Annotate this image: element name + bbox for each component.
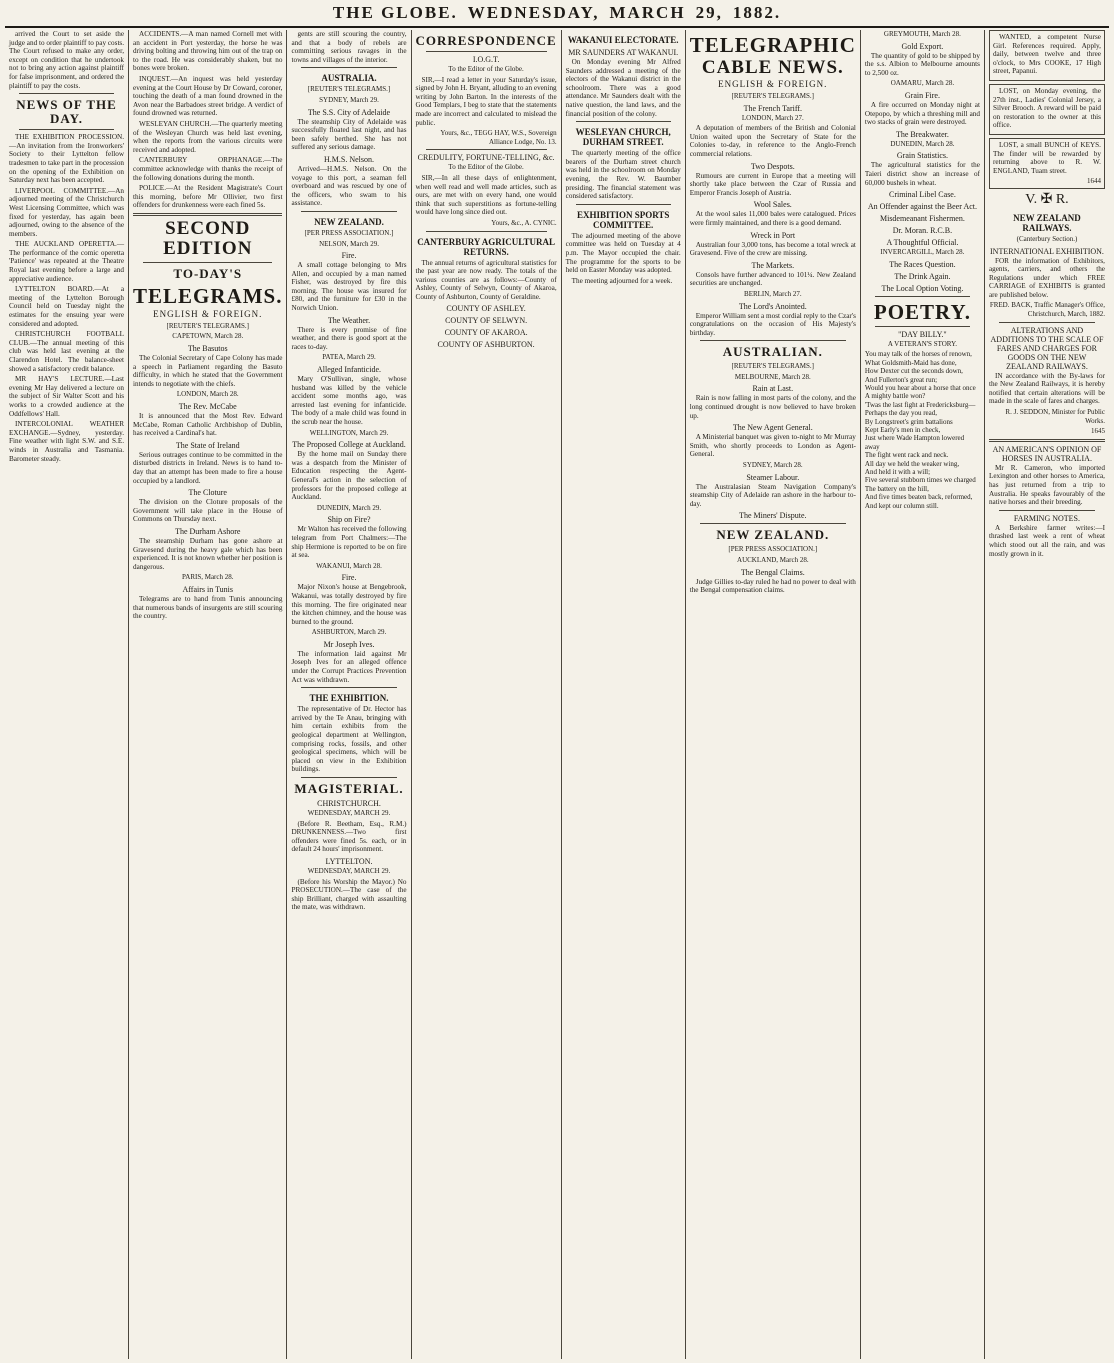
notice-text: IN accordance with the By-laws for the New Zealand Railways, it is hereby notified that certain alterations will be made in the scale of fares and charges. (988, 371, 1105, 406)
notice-signature: R. J. SEDDON, Minister for Public Works. (1005, 408, 1105, 425)
dateline: DUNEDIN, March 28. (890, 139, 955, 148)
column-6 (686, 30, 861, 1359)
poetry-heading: POETRY. (873, 299, 971, 324)
county-heading: COUNTY OF ASHLEY. (446, 304, 526, 314)
poem-line: And Fullerton's great run; (864, 375, 938, 384)
subhead: The State of Ireland (175, 440, 240, 450)
dateline: LONDON, March 27. (741, 113, 804, 122)
divider (999, 322, 1095, 323)
subhead: The Rev. McCabe (178, 402, 237, 412)
wesleyan-heading: WESLEYAN CHURCH, DURHAM STREET. (575, 127, 671, 148)
news-paragraph: LYTTELTON BOARD.—At a meeting of the Lyttelton Borough Council held on Tuesday night the estimates for the ensuing year were considered and adopted. (9, 285, 125, 328)
notice-text: FOR the information of Exhibitors, agents, carriers, and others the Regulations under which FREE CARRIAGE of EXHIBITS is granted are published below. (988, 256, 1105, 299)
railways-subheading: (Canterbury Section.) (1016, 234, 1078, 243)
dateline: WELLINGTON, March 29. (309, 428, 389, 437)
subhead: Wool Sales. (753, 200, 792, 210)
telegram-text: Telegrams are to hand from Tunis announcing that numerous bands of insurgents are still scouring the country. (133, 594, 283, 621)
exhibition-heading: THE EXHIBITION. (309, 693, 389, 704)
divider (576, 204, 671, 205)
source-note: [PER PRESS ASSOCIATION.] (728, 545, 818, 554)
dateline: MELBOURNE, March 28. (734, 372, 811, 381)
subhead: An Offender against the Beer Act. (867, 202, 977, 212)
column-2 (129, 30, 287, 1359)
subhead: Mr Joseph Ives. (323, 639, 375, 649)
divider (426, 149, 547, 150)
divider (426, 231, 547, 232)
article-text: Mr R. Cameron, who imported Lexington and other horses to America, has just returned from a trip to Australia. He speaks favourably of the native horses and their breeding. (988, 463, 1105, 507)
poem-line: And five times beaten back, reformed, (864, 493, 973, 502)
subhead: Fire. (341, 251, 357, 261)
court-place: CHRISTCHURCH. (317, 799, 381, 808)
subhead: The Drink Again. (894, 271, 951, 281)
subhead: The Weather. (327, 315, 371, 325)
subhead: Affairs in Tunis (182, 584, 234, 594)
court-date: WEDNESDAY, MARCH 29. (307, 809, 391, 817)
subhead: The Markets. (751, 260, 795, 270)
telegram-text: Rumours are current in Europe that a meeting will shortly take place between the Czar of Russia and Emperor Francis Joseph of Austria. (689, 171, 856, 197)
letter-signature: Yours, &c., A. CYNIC. (491, 218, 557, 227)
source-note: [REUTER'S TELEGRAMS.] (731, 362, 815, 371)
subhead: A Thoughtful Official. (886, 238, 959, 248)
divider (133, 213, 282, 216)
subhead: The S.S. City of Adelaide (307, 107, 391, 117)
divider (301, 687, 396, 688)
divider (301, 211, 396, 212)
telegram-text: Australian four 3,000 tons, has become a total wreck at Gravesend. Five of the crew are missing. (689, 240, 856, 258)
sports-committee-heading: EXHIBITION SPORTS COMMITTEE. (576, 209, 670, 230)
column-4 (412, 30, 562, 1359)
divider (700, 523, 846, 524)
subhead: Grain Fire. (904, 90, 940, 100)
news-paragraph: CANTERBURY ORPHANAGE.—The committee acknowledge with thanks the receipt of the following donations during the month. (133, 156, 283, 182)
classified-ad (989, 84, 1105, 135)
news-paragraph: WESLEYAN CHURCH.—The quarterly meeting of the Wesleyan Church was held last evening, when the reports from the various circuits were received and adopted. (133, 119, 283, 154)
divider (875, 326, 970, 327)
column-5 (562, 30, 686, 1359)
subhead: H.M.S. Nelson. (324, 154, 375, 164)
source-note: [REUTER'S TELEGRAMS.] (166, 321, 249, 330)
news-paragraph: THE AUCKLAND OPERETTA.—The performance of the comic operetta 'Patience' was repeated at the Theatre Royal last evening before a large and appreciative audience. (9, 240, 125, 283)
news-paragraph: POLICE.—At the Resident Magistrate's Court this morning, before Mr Ollivier, two first offenders for drunkenness were each fined 5s. (133, 184, 283, 210)
divider (426, 51, 547, 52)
subhead: Misdemeanant Fishermen. (879, 214, 965, 224)
subhead: The New Agent General. (732, 423, 813, 433)
subhead: The Miners' Dispute. (739, 511, 807, 521)
subhead: The Lord's Anointed. (738, 301, 807, 311)
article-text: The annual returns of agricultural statistics for the past year are now ready. The totals of the various counties are as follows:—County of Ashley, County of Selwyn, County of Akaroa, County of Ashburton, County of Geraldine. (415, 258, 557, 301)
telegram-text: The steamship Durham has gone ashore at Gravesend during the heavy gale which has been experienced. It is not known whether her position is dangerous. (133, 536, 283, 571)
farming-notes-heading: FARMING NOTES. (1013, 513, 1080, 523)
english-foreign-subheading: ENGLISH & FOREIGN. (153, 308, 263, 319)
poem-line: All day we held the weaker wing, (864, 459, 960, 468)
poem-line: Would you hear about a horse that once (864, 383, 976, 392)
columns (5, 30, 1109, 1359)
letter-text: SIR,—In all these days of enlightenment, when well read and well made articles, such as ours, are met with on every hand, one would think that such superstitions as fortune-telling would have long since died out. (415, 173, 557, 217)
divider (143, 262, 272, 263)
letter-salutation: To the Editor of the Globe. (448, 163, 524, 172)
telegram-text: Consols have further advanced to 101¼. New Zealand securities are unchanged. (689, 270, 856, 288)
new-zealand-heading: NEW ZEALAND. (716, 527, 830, 543)
telegram-text: Major Nixon's house at Bengebrook, Wakanui, was totally destroyed by fire this morning. The fire originated near the kitchen chimney, and the house was burned to the ground. (291, 583, 407, 626)
telegram-text: Mary O'Sullivan, single, whose husband was killed by the vehicle accident some months ago, was arrested last evening for infanticide. The body of a male child was found in the scrub near the house. (291, 375, 407, 426)
news-paragraph: ACCIDENTS.—A man named Cornell met with an accident in Port yesterday, the horse he was driving bolting and throwing him out of the trap on to the road. He was considerably shaken, but no bones were broken. (133, 30, 283, 73)
correspondence-heading: CORRESPONDENCE (415, 33, 557, 48)
ad-reference: 1645 (1090, 427, 1105, 436)
dateline: AUCKLAND, March 28. (737, 556, 809, 564)
poem-line: What Goldsmith-Maid has done, (864, 358, 957, 367)
poem-line: The fight went rack and neck. (864, 451, 949, 460)
subhead: Gold Export. (901, 41, 944, 51)
letter-signature: Yours, &c., TEGG HAY, W.S., Sovereign Alliance Lodge, No. 13. (440, 129, 557, 146)
news-paragraph: INTERCOLONIAL WEATHER EXCHANGE.—Sydney, yesterday. Fine weather with light S.W. and S.E. winds in Australia and Tasmania. Barometer steady. (9, 420, 125, 463)
column-8 (985, 30, 1109, 1359)
poem-line: Just where Wade Hampton lowered away (864, 434, 965, 451)
news-paragraph: INQUEST.—An inquest was held yesterday evening at the Court House by Dr Coward, coroner, touching the death of a man found drowned in the Avon near the Barbadoes street bridge. A verdict of found drowned was returned. (133, 74, 283, 118)
article-heading: AN AMERICAN'S OPINION OF HORSES IN AUSTRALIA. (992, 444, 1102, 463)
telegram-text: It is announced that the Most Rev. Edward McCabe, Roman Catholic Archbishop of Dublin, has received a Cardinal's hat. (133, 412, 283, 438)
telegram-text: A small cottage belonging to Mrs Allen, and occupied by a man named Fisher, was destroyed by fire this morning. The house was insured for £80, and the furniture for £30 in the Norwich Union. (291, 261, 407, 313)
news-of-the-day-heading: NEWS OF THE DAY. (16, 97, 117, 127)
divider (301, 67, 396, 68)
dateline: INVERCARGILL, March 28. (880, 248, 965, 257)
divider (301, 777, 396, 778)
news-paragraph: MR HAY'S LECTURE.—Last evening Mr Hay delivered a lecture on the subject of Sir Walter Scott and his works to a crowded audience at the Oddfellows' Hall. (9, 375, 125, 418)
news-paragraph: CHRISTCHURCH FOOTBALL CLUB.—The annual meeting of this club was held last evening at the Clarendon Hotel. The balance-sheet showed a satisfactory credit balance. (9, 330, 125, 373)
poem-line: 'Twas the last fight at Fredericksburg— (864, 400, 976, 409)
railways-heading: NEW ZEALAND RAILWAYS. (1013, 212, 1081, 233)
subhead: Two Despots. (750, 161, 795, 171)
dateline: PARIS, March 28. (182, 573, 234, 582)
article-text: (Before R. Beetham, Esq., R.M.) DRUNKENNESS.—Two first offenders were fined 5s. each, or in default 24 hours' imprisonment. (291, 819, 407, 854)
subhead: Criminal Libel Case. (888, 190, 956, 200)
poem-line: A mighty battle won? (864, 392, 926, 401)
subhead: The Proposed College at Auckland. (292, 440, 406, 450)
classified-ad (989, 138, 1105, 189)
telegram-text: Judge Gillies to-day ruled he had no power to deal with the Bengal compensation claims. (689, 577, 856, 595)
agricultural-returns-heading: CANTERBURY AGRICULTURAL RETURNS. (417, 236, 555, 257)
telegram-text: There is every promise of fine weather, and there is good sport at the races to-day. (291, 325, 407, 351)
divider (576, 121, 671, 122)
issue-year: 1882. (732, 3, 782, 22)
telegram-text: A fire occurred on Monday night at Otepopo, by which a threshing mill and two stacks of grain were destroyed. (864, 100, 980, 127)
source-note: [PER PRESS ASSOCIATION.] (304, 228, 394, 237)
subhead: Dr. Moran. R.C.B. (892, 226, 953, 236)
telegram-text: Arrived—H.M.S. Nelson. On the voyage to this port, a seaman fell overboard and was rescued by one of the officers, who swam to his assistance. (291, 164, 407, 208)
poem-line: The battery on the hill, (864, 484, 929, 493)
newspaper-title: THE GLOBE. (332, 3, 458, 22)
news-paragraph: LIVERPOOL COMMITTEE.—An adjourned meeting of the Christchurch West Licensing Committee, which was fixed for yesterday, has again been adjourned, owing to the absence of the members. (9, 186, 125, 238)
subhead: Grain Statistics. (896, 151, 948, 161)
dateline: BERLIN, March 27. (744, 289, 802, 298)
dateline: NELSON, March 29. (319, 239, 379, 248)
telegram-text: The agricultural statistics for the Taieri district show an increase of 60,000 bushels in wheat. (864, 161, 980, 187)
dateline: CAPETOWN, March 28. (172, 332, 244, 341)
exhibition-notice-heading: INTERNATIONAL EXHIBITION. (990, 246, 1104, 256)
letter-heading: CREDULITY, FORTUNE-TELLING, &c. (417, 153, 555, 163)
article-text: The quarterly meeting of the office bearers of the Durham street church was held in the schoolroom on Monday evening, the Rev. W. Baumber presiding. The financial statement was considered satisfactory. (565, 149, 681, 201)
poem-title: "DAY BILLY." (898, 329, 947, 339)
poem-line: And held it with a will; (864, 468, 931, 476)
dateline: SYDNEY, March 28. (742, 461, 803, 470)
county-heading: COUNTY OF SELWYN. (445, 316, 528, 326)
ad-text: WANTED, a competent Nurse Girl. References required. Apply, daily, between twelve and three o'clock, to Mrs COOKE, 17 High street, Papanui. (992, 33, 1101, 76)
telegram-text: The Colonial Secretary of Cape Colony has made a speech in Parliament regarding the Basuto difficulty, in which he stated that the Government intends to negotiate with the chiefs. (133, 354, 283, 388)
column-1 (5, 30, 129, 1359)
dateline: LONDON, March 28. (176, 390, 239, 399)
magisterial-heading: MAGISTERIAL. (294, 781, 404, 796)
poem-line: By Longstreet's grim battalions (864, 417, 953, 426)
notice-signature: FRED. BACK, Traffic Manager's Office, Christchurch, March, 1882. (989, 301, 1105, 319)
poem-line: Perhaps the day you read, (864, 409, 938, 418)
article-text: (Before his Worship the Mayor.) No PROSECUTION.—The case of the ship Brilliant, charged with assaulting the mate, was withdrawn. (291, 877, 407, 912)
classified-ad (989, 30, 1105, 81)
poem-line: Five several stubborn times we charged (864, 476, 976, 485)
source-note: [REUTER'S TELEGRAMS.] (307, 85, 391, 94)
divider (19, 129, 114, 130)
telegram-text: The Australasian Steam Navigation Company's steamship City of Adelaide ran ashore in the harbour to-day. (689, 482, 856, 508)
telegram-text: Rain is now falling in most parts of the colony, and the long continued drought is now believed to have broken up. (689, 394, 856, 420)
todays-heading: TO-DAY'S (173, 265, 243, 281)
subhead: The Local Option Voting. (881, 283, 964, 293)
poem-line: How Dexter cut the seconds down, (864, 367, 963, 376)
dateline: DUNEDIN, March 29. (316, 503, 382, 512)
subhead: Fire. (341, 573, 357, 583)
subhead: The Basutos (187, 344, 228, 354)
letter-salutation: To the Editor of the Globe. (448, 65, 524, 73)
masthead (5, 0, 1109, 28)
divider (989, 439, 1105, 442)
divider (19, 93, 114, 94)
cable-news-heading: CABLE NEWS. (701, 57, 844, 78)
subhead: The Cloture (188, 488, 227, 498)
telegram-text: By the home mail on Sunday there was a despatch from the Minister of Education respecting the Agent-General's action in the selection of professors for the proposed college at Auckland. (291, 450, 407, 502)
telegram-text: The quantity of gold to be shipped by the s.s. Albion to Melbourne amounts to 2,500 oz. (864, 51, 980, 77)
subhead: Wreck in Port (750, 230, 796, 240)
telegram-text: A deputation of members of the British and Colonial Union waited upon the Secretary of State for the Colonies to-day, in reference to the Anglo-French commercial relations. (689, 124, 856, 158)
source-note: [REUTER'S TELEGRAMS.] (731, 92, 815, 100)
article-text: A Berkshire farmer writes:—I thrashed last week a rent of wheat which stood out all the rain, and was mostly grown in it. (988, 523, 1105, 558)
issue-day: 29, (695, 3, 723, 22)
court-place: LYTTELTON. (325, 856, 373, 866)
county-heading: COUNTY OF ASHBURTON. (437, 340, 535, 350)
telegram-text: The information laid against Mr Joseph Ives for an alleged offence under the Corrupt Practices Prevention Act was withdrawn. (291, 649, 407, 684)
letter-text: SIR,—I read a letter in your Saturday's issue, signed by John H. Bryant, alluding to an evening writing by John Barton. In the interests of the Good Templars, I beg to state that the statements made are incorrect and calculated to mislead the public. (415, 75, 557, 127)
poem-line: Kept Early's men in check, (864, 425, 941, 434)
royal-crest-icon: V. ✠ R. (1025, 191, 1069, 207)
dateline: GREYMOUTH, March 28. (883, 30, 961, 38)
subhead: Rain at Last. (752, 384, 794, 394)
second-edition-heading: SECOND EDITION (163, 217, 253, 259)
telegram-text: The division on the Cloture proposals of the Government will take place in the House of Commons on Thursday next. (133, 498, 283, 524)
subhead: The French Tariff. (743, 103, 803, 113)
poem-subtitle: A VETERAN'S STORY. (887, 339, 957, 348)
ad-text: LOST, on Monday evening, the 27th inst., Ladies' Colonial Jersey, a Silver Brooch. A reward will be paid on restoration to the owner at this office. (992, 86, 1101, 130)
ad-text: LOST, a small BUNCH of KEYS. The finder will be rewarded by returning above to R. W. ENGLAND, Tuam street. (992, 140, 1101, 175)
poem-line: You may talk of the horses of renown, (864, 350, 972, 359)
column-7 (861, 30, 985, 1359)
subhead: The Races Question. (889, 259, 956, 269)
subhead: Steamer Labour. (746, 472, 800, 482)
subhead: The Bengal Claims. (740, 567, 805, 577)
subhead: Ship on Fire? (327, 515, 371, 525)
issue-weekday: WEDNESDAY, (467, 3, 600, 22)
dateline: OAMARU, March 28. (890, 79, 955, 88)
australia-heading: AUSTRALIA. (321, 73, 377, 84)
divider (999, 510, 1095, 511)
article-continuation: gents are still scouring the country, and that a body of rebels are committing serious ravages in the towns and villages of the interior. (291, 30, 407, 64)
divider (700, 340, 846, 341)
telegrams-heading: TELEGRAMS. (133, 283, 283, 308)
dateline: ASHBURTON, March 29. (311, 628, 387, 637)
subhead: The Breakwater. (895, 129, 949, 139)
article-text: The meeting adjourned for a week. (571, 276, 673, 285)
article-continuation: arrived the Court to set aside the judge and to order plaintiff to pay costs. The Court refused to make any order, except on condition that he undertook not to bring any action against plaintiff for false imprisonment, and ordered the plaintiff to pay the costs. (9, 30, 125, 90)
dateline: WAKANUI, March 28. (316, 561, 382, 570)
column-3 (287, 30, 411, 1359)
article-text: The representative of Dr. Hector has arrived by the Te Anau, bringing with him certain exhibits from the geological department at Wellington, comprising rocks, fossils, and other geological specimens, which will be placed on view in the Exhibition buildings. (291, 705, 407, 774)
telegraphic-heading: TELEGRAPHIC (689, 33, 856, 57)
telegram-text: At the wool sales 11,000 bales were catalogued. Prices were firmly maintained, and there is a good demand. (689, 210, 856, 227)
telegram-text: The steamship City of Adelaide was successfully floated last night, and has been safely berthed. She has not suffered any serious damage. (291, 117, 407, 152)
subhead: Alleged Infanticide. (317, 365, 381, 375)
new-zealand-heading: NEW ZEALAND. (314, 216, 384, 227)
wakanui-heading: WAKANUI ELECTORATE. (567, 35, 679, 45)
subhead: The Durham Ashore (175, 526, 241, 536)
fares-notice-heading: ALTERATIONS AND ADDITIONS TO THE SCALE OF FARES AND CHARGES FOR GOODS ON THE NEW ZEALAND RAILWAYS. (990, 325, 1104, 371)
poem-line: And kept our column still. (864, 501, 939, 510)
article-text: On Monday evening Mr Alfred Saunders addressed a meeting of the electors of the Wakanui district in the schoolroom. There was a good attendance. Mr Saunders dealt with the native question, the land laws, and the financial position of the colony. (565, 58, 681, 118)
dateline: PATEA, March 29. (322, 353, 376, 362)
divider (875, 296, 970, 297)
county-heading: COUNTY OF AKAROA. (444, 328, 528, 338)
dateline: SYDNEY, March 29. (319, 95, 379, 104)
issue-month: MARCH (609, 3, 686, 22)
telegram-text: A Ministerial banquet was given to-night to Mr Murray Smith, who shortly proceeds to London as Agent-General. (689, 433, 856, 459)
telegram-text: Serious outrages continue to be committed in the disturbed districts in Ireland. News is to hand to-day that an attempt has been made to fire a house occupied by a landlord. (133, 450, 283, 485)
ad-reference: 1644 (1086, 177, 1101, 186)
letter-heading: I.O.G.T. (472, 55, 500, 64)
telegram-text: Emperor William sent a most cordial reply to the Czar's congratulations on the occasion of His Majesty's birthday. (689, 311, 856, 337)
english-foreign-subheading: ENGLISH & FOREIGN. (718, 79, 828, 89)
poem (865, 350, 980, 510)
news-paragraph: THE EXHIBITION PROCESSION.—An invitation from the Ironworkers' Society to their Lyttelton fellow tradesmen to take part in the procession on the opening of the Exhibition on Saturday next has been accepted. (9, 133, 125, 185)
subhead: MR SAUNDERS AT WAKANUI. (568, 48, 679, 57)
court-date: WEDNESDAY, MARCH 29. (307, 866, 391, 875)
article-text: The adjourned meeting of the above committee was held on Tuesday at 4 p.m. The Mayor occupied the chair. The programme for the sports to be held on Easter Monday was adopted. (565, 231, 681, 275)
australian-heading: AUSTRALIAN. (722, 344, 823, 360)
telegram-text: Mr Walton has received the following telegram from Port Chalmers:—The ship Hermione is reported to be on fire at sea. (291, 525, 407, 560)
